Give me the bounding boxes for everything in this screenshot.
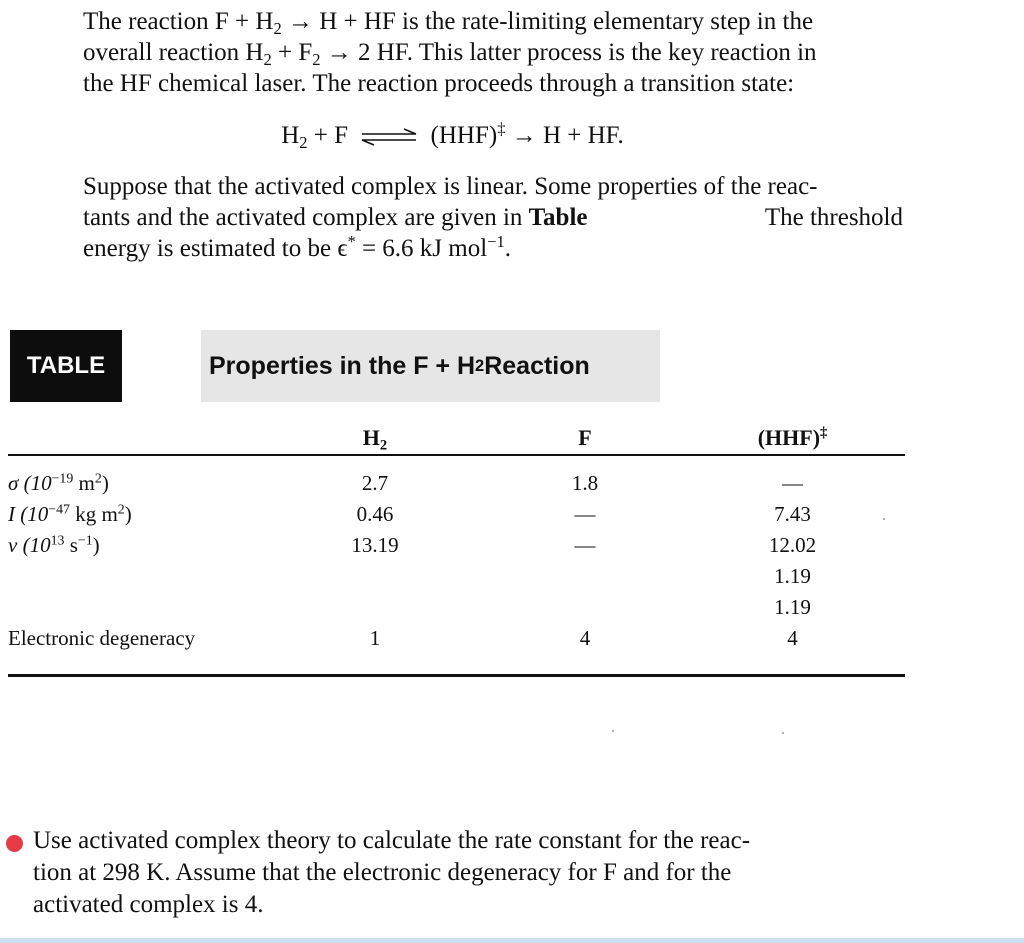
intro-line-1: The reaction $F + H_2 \to H$ + HF is the rate-limiting elementary step in the <box>83 8 814 38</box>
cell-nu-h2: 13.19 <box>351 533 399 557</box>
question-line-3: activated complex is 4. <box>33 891 264 918</box>
question-text <box>33 825 859 921</box>
cell-nu-hhf-2: 1.19 <box>774 564 811 588</box>
scan-speck <box>612 730 614 732</box>
intro-paragraph <box>83 6 903 99</box>
bottom-band <box>0 938 1024 943</box>
cell-sigma-hhf: — <box>782 471 803 495</box>
cell-degeneracy-f: 4 <box>579 626 591 650</box>
suppose-line-2: tants and the activated complex are given in Table The threshold <box>83 204 903 231</box>
reaction-equation: $H_2 + F$ (HHF)‡ → H + HF. <box>281 118 624 152</box>
row-label-nu: ν ($10^{13}$ $s^{-1}$) <box>8 532 100 557</box>
cell-sigma-h2: 2.7 <box>361 471 389 495</box>
cell-inertia-f: — <box>574 502 596 526</box>
question-line-2: tion at 298 K. Assume that the electronic degeneracy for F and for the <box>33 859 732 886</box>
cell-degeneracy-hhf: 4 <box>787 626 798 650</box>
suppose-line-1: Suppose that the activated complex is linear. Some properties of the reac- <box>83 173 818 200</box>
table-reference[interactable]: Table <box>528 204 588 231</box>
question-line-1: Use activated complex theory to calculate the rate constant for the reac- <box>33 827 751 854</box>
intro-line-2: overall reaction $H_2 + F_2 \to 2$ HF. This latter process is the key reaction in <box>83 39 817 69</box>
scan-speck <box>782 732 784 734</box>
row-label-inertia: I ($10^{-47}$ kg $m^2$) <box>8 501 132 526</box>
bullet-icon <box>6 835 23 852</box>
column-header-hhf: (HHF)‡ <box>757 425 828 450</box>
cell-nu-f: — <box>574 533 596 557</box>
column-header-f: F <box>578 425 592 450</box>
table-title: Properties in the F + H 2 Reaction <box>201 330 660 402</box>
suppose-line-3: energy is estimated to be ϵ* = 6.6 kJ mol$^{-1}$. <box>83 231 511 262</box>
row-label-degeneracy: Electronic degeneracy <box>8 626 196 650</box>
suppose-paragraph <box>83 171 903 264</box>
cell-inertia-h2: 0.46 <box>356 502 394 526</box>
row-label-sigma: σ ($10^{-19}$ $m^2$) <box>8 470 109 495</box>
cell-nu-hhf: 12.02 <box>768 533 817 557</box>
cell-degeneracy-h2: 1 <box>369 626 381 650</box>
table-tag: TABLE <box>10 330 122 402</box>
column-header-h2: $H_2$ <box>362 425 388 454</box>
cell-nu-hhf-3: 1.19 <box>774 595 811 619</box>
scan-speck <box>883 518 885 520</box>
equilibrium-arrows-icon <box>360 128 418 146</box>
intro-line-3: the HF chemical laser. The reaction proceeds through a transition state: <box>83 70 795 97</box>
cell-inertia-hhf: 7.43 <box>774 502 811 526</box>
table-top-rule <box>8 454 905 456</box>
cell-sigma-f: 1.8 <box>571 471 599 495</box>
table-bottom-rule <box>8 674 905 677</box>
